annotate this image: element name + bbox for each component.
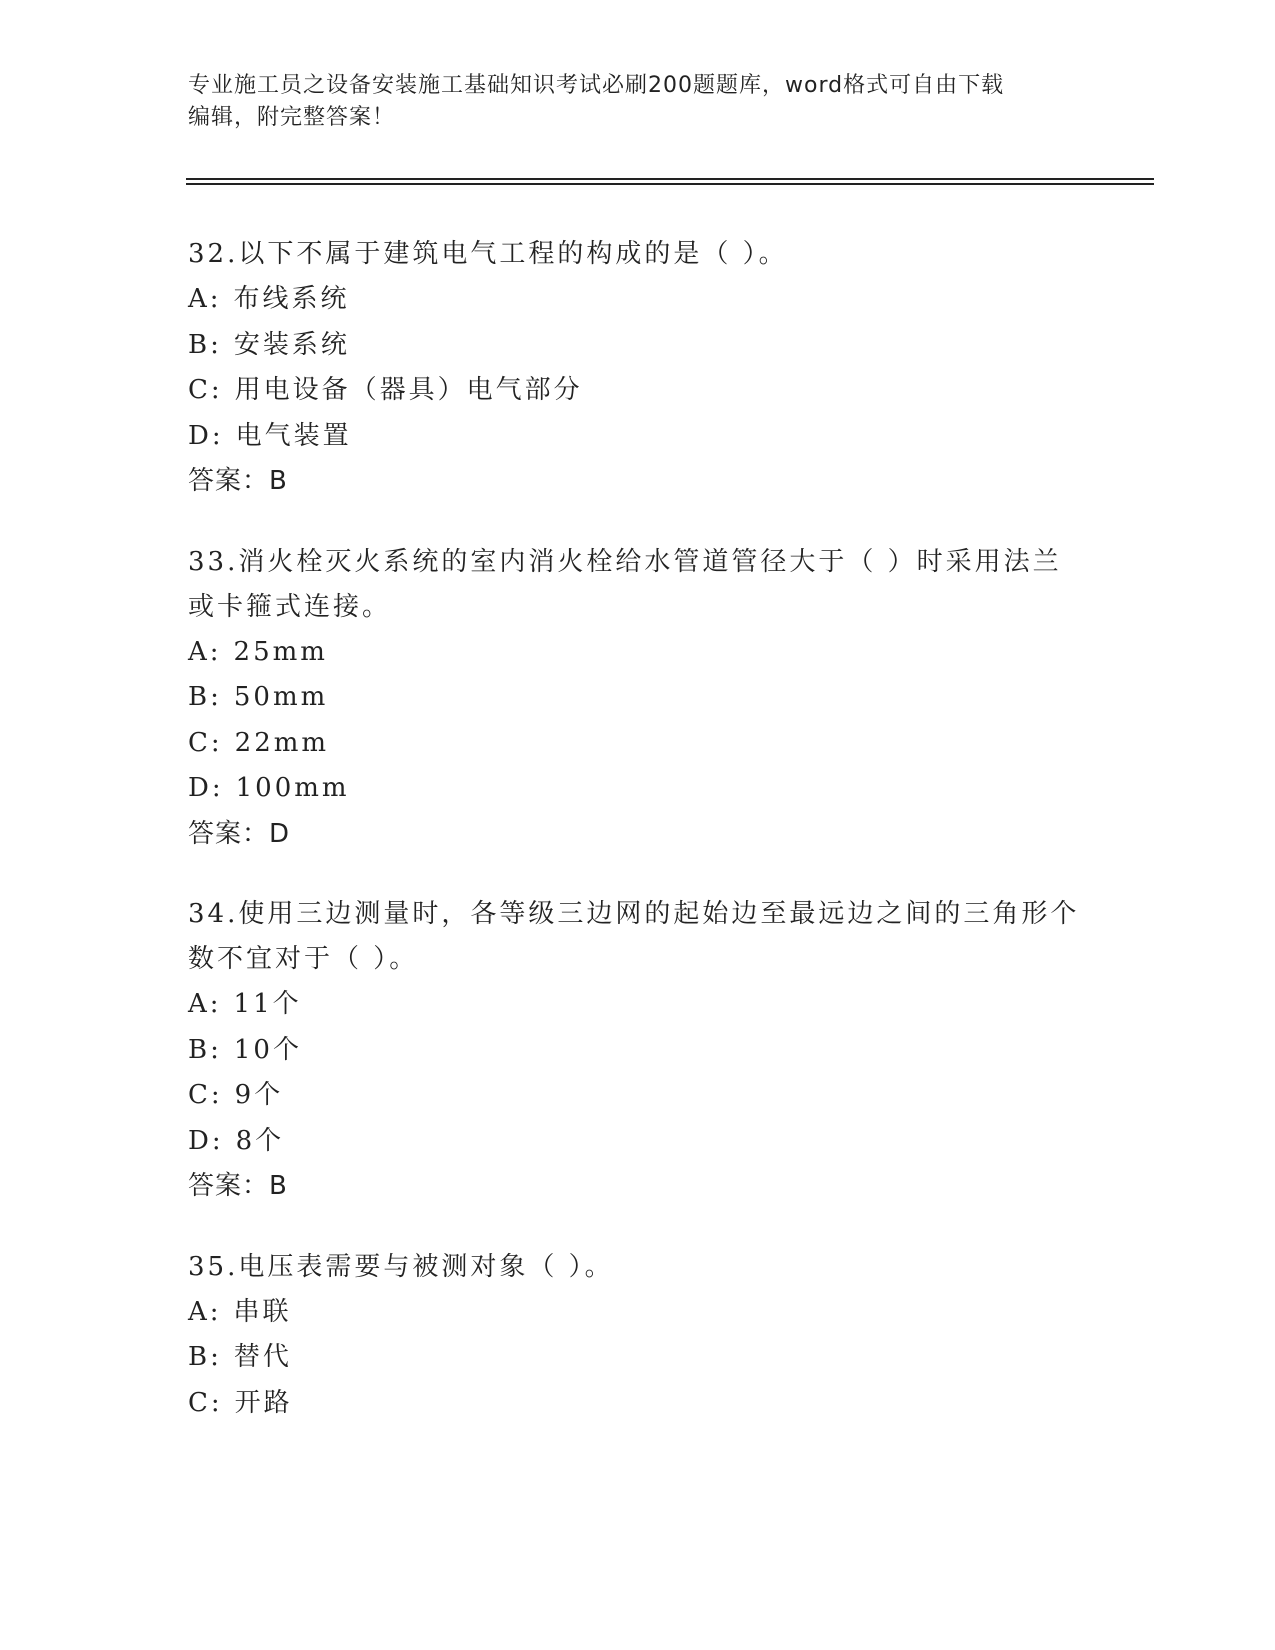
question-stem-continued: 数不宜对于（ ）。 <box>188 944 419 974</box>
option-d <box>188 1119 1088 1165</box>
option-label: B: <box>188 329 222 360</box>
question-stem: 32.以下不属于建筑电气工程的构成的是（ ）。 <box>188 239 788 269</box>
option-text: 开路 <box>234 1387 293 1418</box>
option-label: A: <box>188 1296 222 1327</box>
option-b <box>188 675 1088 721</box>
answer: 答案：B <box>188 466 288 496</box>
option-a <box>188 277 1088 323</box>
option-label: A: <box>188 636 222 667</box>
option-b <box>188 1028 1088 1074</box>
option-text: 布线系统 <box>233 284 350 314</box>
question-stem: 34.使用三边测量时，各等级三边网的起始边至最远边之间的三角形个 <box>188 899 1080 929</box>
option-d <box>188 414 1088 460</box>
option-text: 安装系统 <box>233 329 350 360</box>
option-label: D: <box>188 1125 224 1156</box>
option-label: D: <box>188 420 224 451</box>
option-label: A: <box>188 989 222 1019</box>
option-text: 替代 <box>233 1342 292 1372</box>
option-a <box>188 630 1088 676</box>
question-stem: 35.电压表需要与被测对象（ ）。 <box>188 1251 614 1282</box>
option-label: B: <box>188 1342 222 1372</box>
option-c <box>188 1073 1088 1119</box>
option-a <box>188 982 1088 1028</box>
option-text: 电气装置 <box>235 420 352 451</box>
option-b <box>188 1335 1088 1381</box>
answer: 答案：B <box>188 1171 288 1201</box>
option-label: A: <box>188 284 222 314</box>
question-32 <box>188 232 1088 505</box>
question-list <box>188 232 1088 1461</box>
document-header <box>188 70 1088 134</box>
option-text: 11个 <box>233 989 302 1019</box>
header-divider-bottom <box>186 183 1154 185</box>
option-label: B: <box>188 682 222 712</box>
option-c <box>188 368 1088 414</box>
question-33 <box>188 540 1088 858</box>
option-label: C: <box>188 1387 223 1418</box>
question-35 <box>188 1245 1088 1427</box>
option-c <box>188 1381 1088 1427</box>
option-label: C: <box>188 375 223 405</box>
option-a <box>188 1290 1088 1336</box>
option-b <box>188 323 1088 369</box>
option-text: 10个 <box>233 1034 302 1065</box>
option-text: 串联 <box>233 1296 292 1327</box>
header-divider-top <box>186 178 1154 180</box>
option-label: C: <box>188 727 223 758</box>
option-text: 用电设备（器具）电气部分 <box>234 375 583 405</box>
option-text: 22mm <box>234 727 330 758</box>
header-line-2: 编辑，附完整答案！ <box>188 105 396 130</box>
option-text: 8个 <box>235 1125 285 1156</box>
option-text: 25mm <box>233 636 328 667</box>
option-label: D: <box>188 773 224 803</box>
option-text: 50mm <box>233 682 329 712</box>
header-line-1: 专业施工员之设备安装施工基础知识考试必刷200题题库，word格式可自由下载 <box>188 73 1005 98</box>
question-34 <box>188 892 1088 1210</box>
option-c <box>188 721 1088 767</box>
option-label: B: <box>188 1034 222 1065</box>
option-d <box>188 766 1088 812</box>
option-text: 9个 <box>234 1080 284 1110</box>
option-label: C: <box>188 1080 223 1110</box>
question-stem: 33.消火栓灭火系统的室内消火栓给水管道管径大于（ ）时采用法兰 <box>188 546 1062 577</box>
question-stem-continued: 或卡箍式连接。 <box>188 591 392 622</box>
answer: 答案：D <box>188 818 291 849</box>
option-text: 100mm <box>235 773 350 803</box>
